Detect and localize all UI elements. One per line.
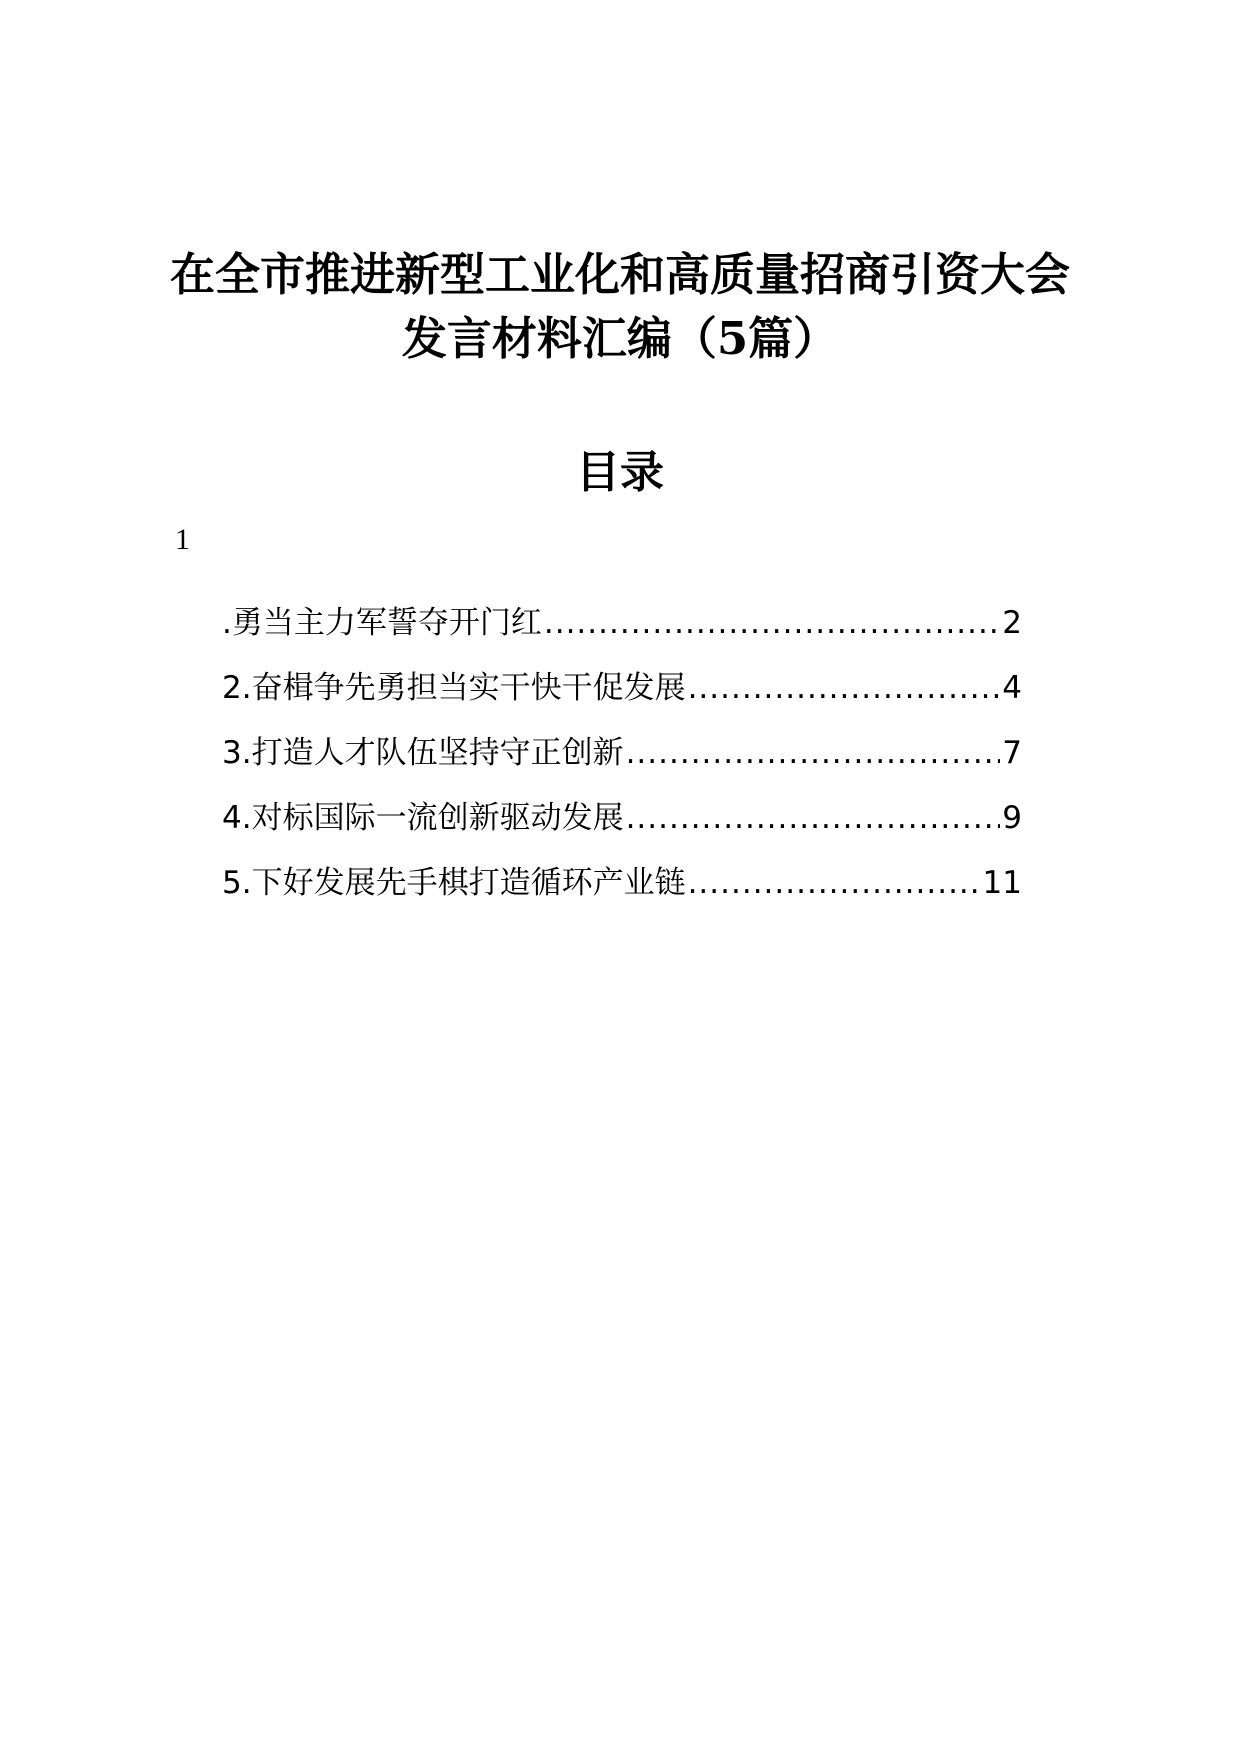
toc-entry-3[interactable]: [222, 708, 1022, 773]
toc-entry-4[interactable]: [222, 773, 1022, 838]
toc-entry-page: 4: [1002, 670, 1022, 706]
toc-dot-leader: [544, 603, 1000, 643]
toc-entry-page: 7: [1002, 735, 1022, 771]
table-of-contents: [222, 578, 1022, 903]
stray-number: 1: [175, 523, 190, 556]
toc-entry-title: .勇当主力军誓夺开门红: [222, 605, 542, 641]
toc-dot-leader: [688, 863, 981, 903]
toc-entry-2[interactable]: [222, 643, 1022, 708]
toc-dot-leader: [626, 798, 1001, 838]
toc-entry-title: 2.奋楫争先勇担当实干快干促发展: [222, 670, 686, 706]
toc-entry-page: 2: [1002, 605, 1022, 641]
toc-entry-5[interactable]: [222, 838, 1022, 903]
toc-heading: 目录: [576, 447, 664, 498]
toc-dot-leader: [688, 668, 1001, 708]
toc-entry-1[interactable]: [222, 578, 1022, 643]
toc-dot-leader: [626, 733, 1001, 773]
toc-entry-title: 4.对标国际一流创新驱动发展: [222, 800, 624, 836]
toc-entry-page: 9: [1002, 800, 1022, 836]
document-title-line-1: 在全市推进新型工业化和高质量招商引资大会: [169, 248, 1070, 301]
document-title-line-2: 发言材料汇编（5篇）: [401, 312, 839, 365]
toc-entry-title: 5.下好发展先手棋打造循环产业链: [222, 865, 686, 901]
toc-entry-page: 11: [982, 865, 1022, 901]
toc-entry-title: 3.打造人才队伍坚持守正创新: [222, 735, 624, 771]
